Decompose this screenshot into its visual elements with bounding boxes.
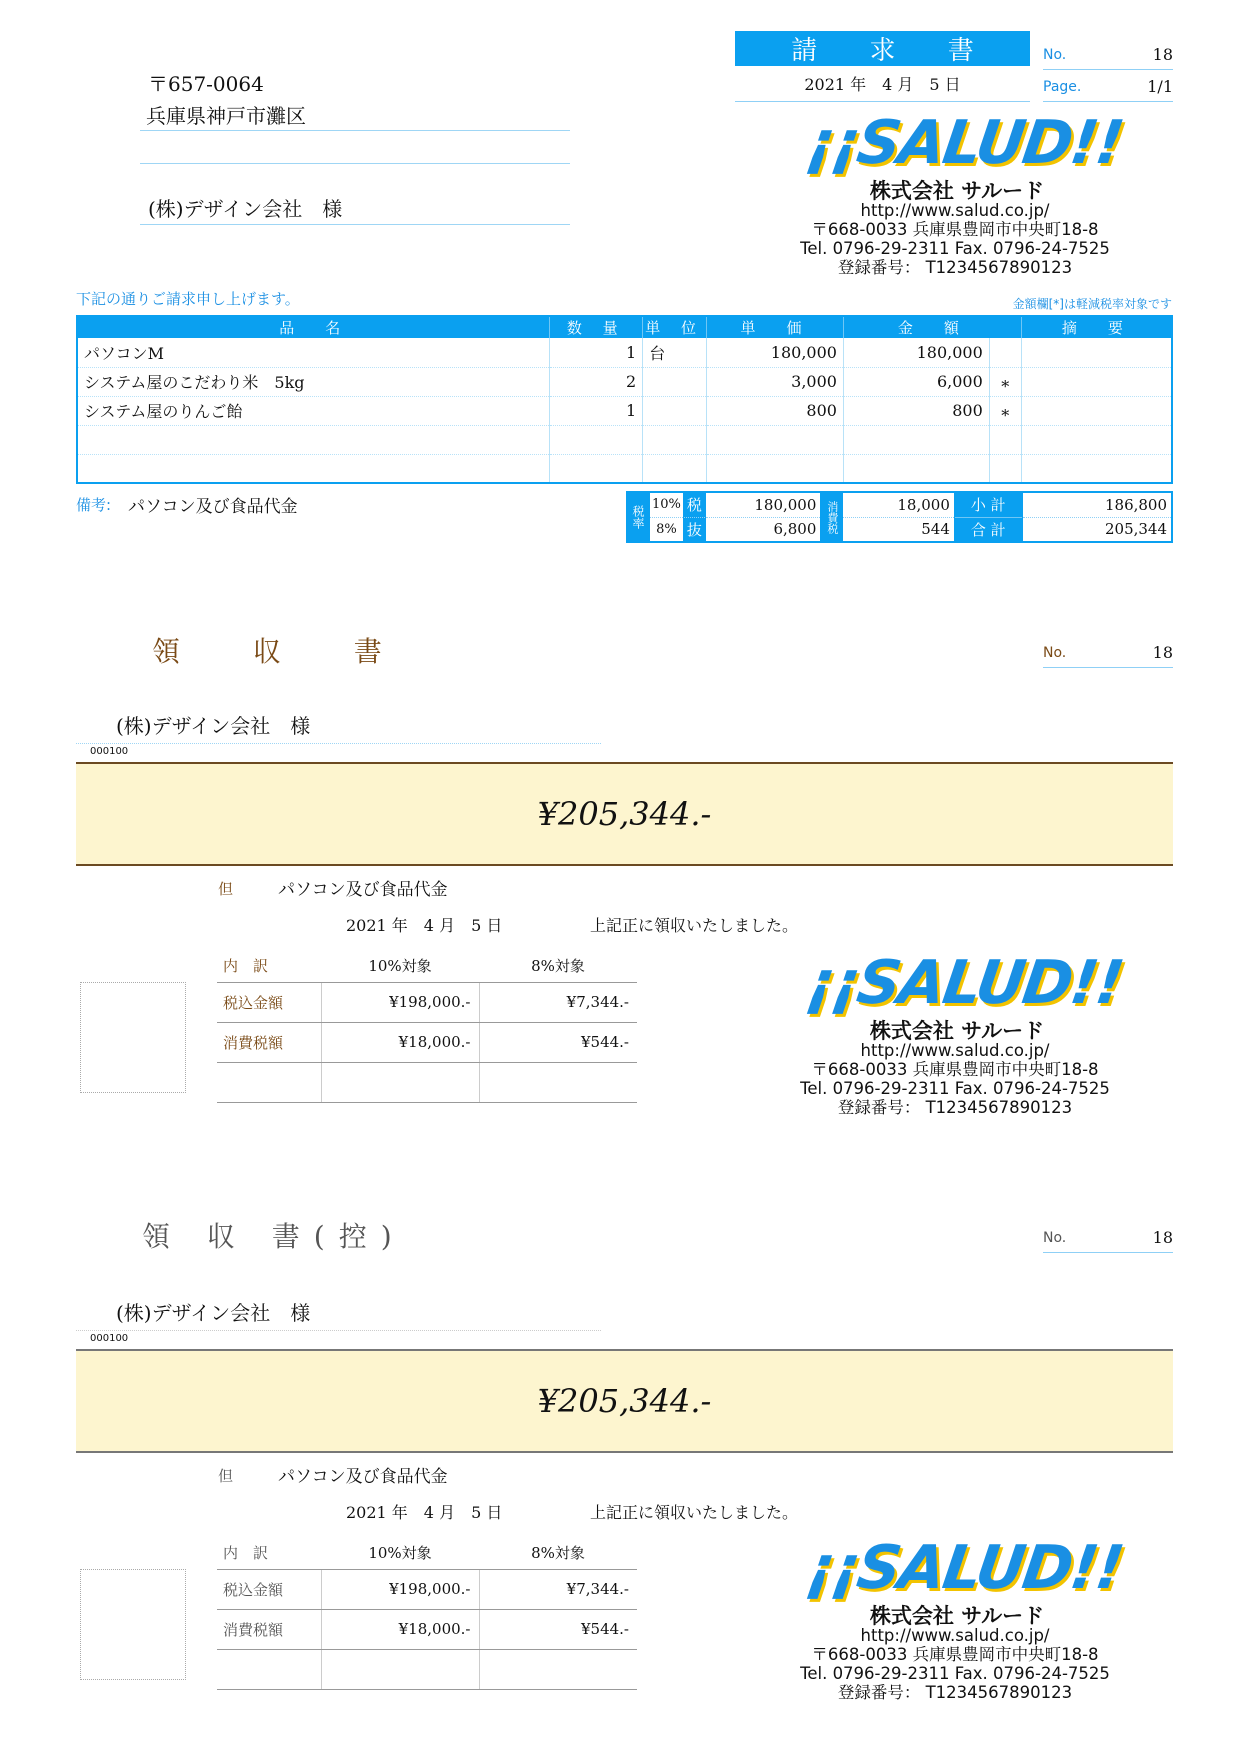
address-line-2	[140, 134, 570, 164]
incl-amount-8: ¥7,344.-	[479, 1569, 637, 1609]
logo-wordmark: ¡¡SALUD!!	[802, 108, 1127, 178]
tax-amount-label: 消費税額	[217, 1022, 321, 1062]
receipt-copy-purpose: パソコン及び食品代金	[278, 1467, 448, 1487]
company-address: 〒668-0033 兵庫県豊岡市中央町18-8	[811, 1060, 1099, 1079]
logo-company-name: 株式会社 サルード	[869, 1604, 1045, 1628]
col-unit: 単 位	[643, 316, 707, 338]
subtotal-label: 小 計	[955, 493, 1022, 518]
total-label: 合 計	[955, 518, 1022, 542]
taxable-10: 180,000	[706, 493, 821, 518]
receipt-breakdown-table	[217, 950, 637, 1103]
receipt-amount: ¥205,344.-	[76, 762, 1173, 866]
company-tel: Tel. 0796-29-2311 Fax. 0796-24-7525	[800, 1664, 1110, 1683]
breakdown-label: 内 訳	[217, 950, 321, 982]
company-url: http://www.salud.co.jp/	[860, 201, 1050, 220]
receipt-purpose: パソコン及び食品代金	[278, 880, 448, 900]
item-qty: 1	[550, 338, 643, 367]
tax-amount-8: ¥544.-	[479, 1609, 637, 1649]
total-value: 205,344	[1104, 520, 1168, 539]
company-url: http://www.salud.co.jp/	[860, 1041, 1050, 1060]
tax-amount-label: 消費税額	[217, 1609, 321, 1649]
receipt-copy-received-text: 上記正に領収いたしました。	[590, 1503, 799, 1522]
col-qty: 数 量	[550, 316, 643, 338]
invoice-number: 18	[1152, 45, 1173, 64]
company-registration: 登録番号： T1234567890123	[837, 258, 1073, 277]
tax-10: 18,000	[843, 493, 954, 518]
col-item: 品 名	[77, 316, 550, 338]
receipt-number: 18	[1152, 643, 1173, 662]
item-price: 800	[707, 396, 844, 425]
incl-amount-label: 税込金額	[217, 982, 321, 1022]
company-tel: Tel. 0796-29-2311 Fax. 0796-24-7525	[800, 1079, 1110, 1098]
receipt-copy-customer: (株)デザイン会社 様	[76, 1297, 601, 1331]
item-name: システム屋のりんご飴	[77, 396, 550, 425]
item-price: 180,000	[707, 338, 844, 367]
receipt-copy-tadashi: 但	[218, 1467, 234, 1485]
table-row	[77, 396, 1172, 425]
breakdown-col-10: 10%対象	[321, 950, 479, 982]
table-row	[77, 425, 1172, 454]
invoice-number-row	[1043, 40, 1173, 70]
invoice-title: 請 求 書	[735, 31, 1030, 66]
receipt-code: 000100	[90, 746, 129, 757]
item-unit	[643, 396, 707, 425]
receipt-copy-number: 18	[1152, 1228, 1173, 1247]
receipt-copy-amount: ¥205,344.-	[76, 1349, 1173, 1453]
table-row	[77, 454, 1172, 483]
taxable-label-nuki: 抜	[684, 518, 705, 542]
page-number-row	[1043, 72, 1173, 102]
receipt-received-text: 上記正に領収いたしました。	[590, 916, 799, 935]
company-logo	[802, 1533, 1127, 1630]
taxable-label-zei: 税	[684, 493, 705, 518]
receipt-tadashi: 但	[218, 880, 234, 898]
item-price: 3,000	[707, 367, 844, 396]
totals-box	[626, 491, 1173, 543]
remarks-text: パソコン及び食品代金	[128, 497, 298, 517]
tax-amount-8: ¥544.-	[479, 1022, 637, 1062]
page-number: 1/1	[1147, 77, 1173, 96]
customer-address: 兵庫県神戸市灘区	[140, 100, 570, 131]
item-name: パソコンM	[77, 338, 550, 367]
breakdown-label: 内 訳	[217, 1537, 321, 1569]
item-reduced-mark: *	[989, 367, 1021, 396]
item-unit	[643, 367, 707, 396]
stamp-box	[80, 1569, 186, 1680]
item-name: システム屋のこだわり米 5kg	[77, 367, 550, 396]
subtotal-value: 186,800	[1023, 493, 1171, 518]
incl-amount-10: ¥198,000.-	[321, 1569, 479, 1609]
company-logo	[802, 948, 1127, 1045]
item-amount: 6,000	[843, 367, 989, 396]
receipt-section	[0, 600, 1240, 1120]
logo-wordmark: ¡¡SALUD!!	[802, 948, 1127, 1018]
invoice-section	[0, 0, 1240, 560]
remarks-label: 備考:	[76, 496, 112, 514]
tax-amount-10: ¥18,000.-	[321, 1022, 479, 1062]
consumption-tax-label: 消費税	[821, 493, 842, 541]
incl-amount-10: ¥198,000.-	[321, 982, 479, 1022]
item-amount: 180,000	[843, 338, 989, 367]
invoice-items-table	[76, 315, 1173, 484]
col-amount: 金 額	[843, 316, 1021, 338]
item-reduced-mark	[989, 338, 1021, 367]
receipt-customer: (株)デザイン会社 様	[76, 710, 601, 744]
company-address: 〒668-0033 兵庫県豊岡市中央町18-8	[811, 220, 1099, 239]
receipt-copy-date: 2021 年 4 月 5 日	[346, 1503, 503, 1522]
item-note	[1021, 396, 1172, 425]
table-row	[77, 338, 1172, 367]
item-reduced-mark: *	[989, 396, 1021, 425]
col-price: 単 価	[707, 316, 844, 338]
table-header-row	[77, 316, 1172, 338]
company-address: 〒668-0033 兵庫県豊岡市中央町18-8	[811, 1645, 1099, 1664]
postal-code: 〒657-0064	[148, 72, 264, 96]
invoice-date: 2021 年 4 月 5 日	[735, 72, 1030, 102]
receipt-copy-code: 000100	[90, 1333, 129, 1344]
tax-amount-10: ¥18,000.-	[321, 1609, 479, 1649]
page-label: Page.	[1043, 78, 1082, 95]
tax-rate-label: 税率	[628, 493, 649, 541]
tax-note: 金額欄[*]は軽減税率対象です	[1012, 297, 1172, 311]
company-registration: 登録番号： T1234567890123	[837, 1098, 1073, 1117]
invoice-intro: 下記の通りご請求申し上げます。	[76, 290, 300, 308]
receipt-number-row	[1043, 638, 1173, 668]
company-info	[775, 201, 1135, 277]
col-note: 摘 要	[1021, 316, 1172, 338]
receipt-copy-number-label: No.	[1043, 1229, 1067, 1246]
receipt-number-label: No.	[1043, 644, 1067, 661]
item-unit: 台	[643, 338, 707, 367]
company-info	[775, 1041, 1135, 1117]
receipt-title: 領 収 書	[152, 635, 414, 668]
item-note	[1021, 338, 1172, 367]
incl-amount-label: 税込金額	[217, 1569, 321, 1609]
rate-10: 10%	[650, 493, 683, 518]
receipt-date: 2021 年 4 月 5 日	[346, 916, 503, 935]
table-row	[77, 367, 1172, 396]
receipt-copy-section	[0, 1187, 1240, 1707]
receipt-copy-number-row	[1043, 1223, 1173, 1253]
breakdown-col-8: 8%対象	[479, 1537, 637, 1569]
receipt-copy-title: 領 収 書(控)	[142, 1220, 406, 1253]
item-qty: 1	[550, 396, 643, 425]
receipt-copy-breakdown-table	[217, 1537, 637, 1690]
breakdown-col-8: 8%対象	[479, 950, 637, 982]
company-registration: 登録番号： T1234567890123	[837, 1683, 1073, 1702]
customer-name: (株)デザイン会社 様	[140, 193, 570, 225]
logo-company-name: 株式会社 サルード	[869, 179, 1045, 203]
logo-wordmark: ¡¡SALUD!!	[802, 1533, 1127, 1603]
company-tel: Tel. 0796-29-2311 Fax. 0796-24-7525	[800, 239, 1110, 258]
taxable-8: 6,800	[773, 520, 817, 539]
incl-amount-8: ¥7,344.-	[479, 982, 637, 1022]
stamp-box	[80, 982, 186, 1093]
logo-company-name: 株式会社 サルード	[869, 1019, 1045, 1043]
company-logo	[802, 108, 1127, 205]
tax-8: 544	[921, 520, 950, 539]
breakdown-col-10: 10%対象	[321, 1537, 479, 1569]
company-url: http://www.salud.co.jp/	[860, 1626, 1050, 1645]
item-qty: 2	[550, 367, 643, 396]
item-note	[1021, 367, 1172, 396]
item-amount: 800	[843, 396, 989, 425]
rate-8: 8%	[656, 521, 677, 537]
invoice-number-label: No.	[1043, 46, 1067, 63]
company-info	[775, 1626, 1135, 1702]
